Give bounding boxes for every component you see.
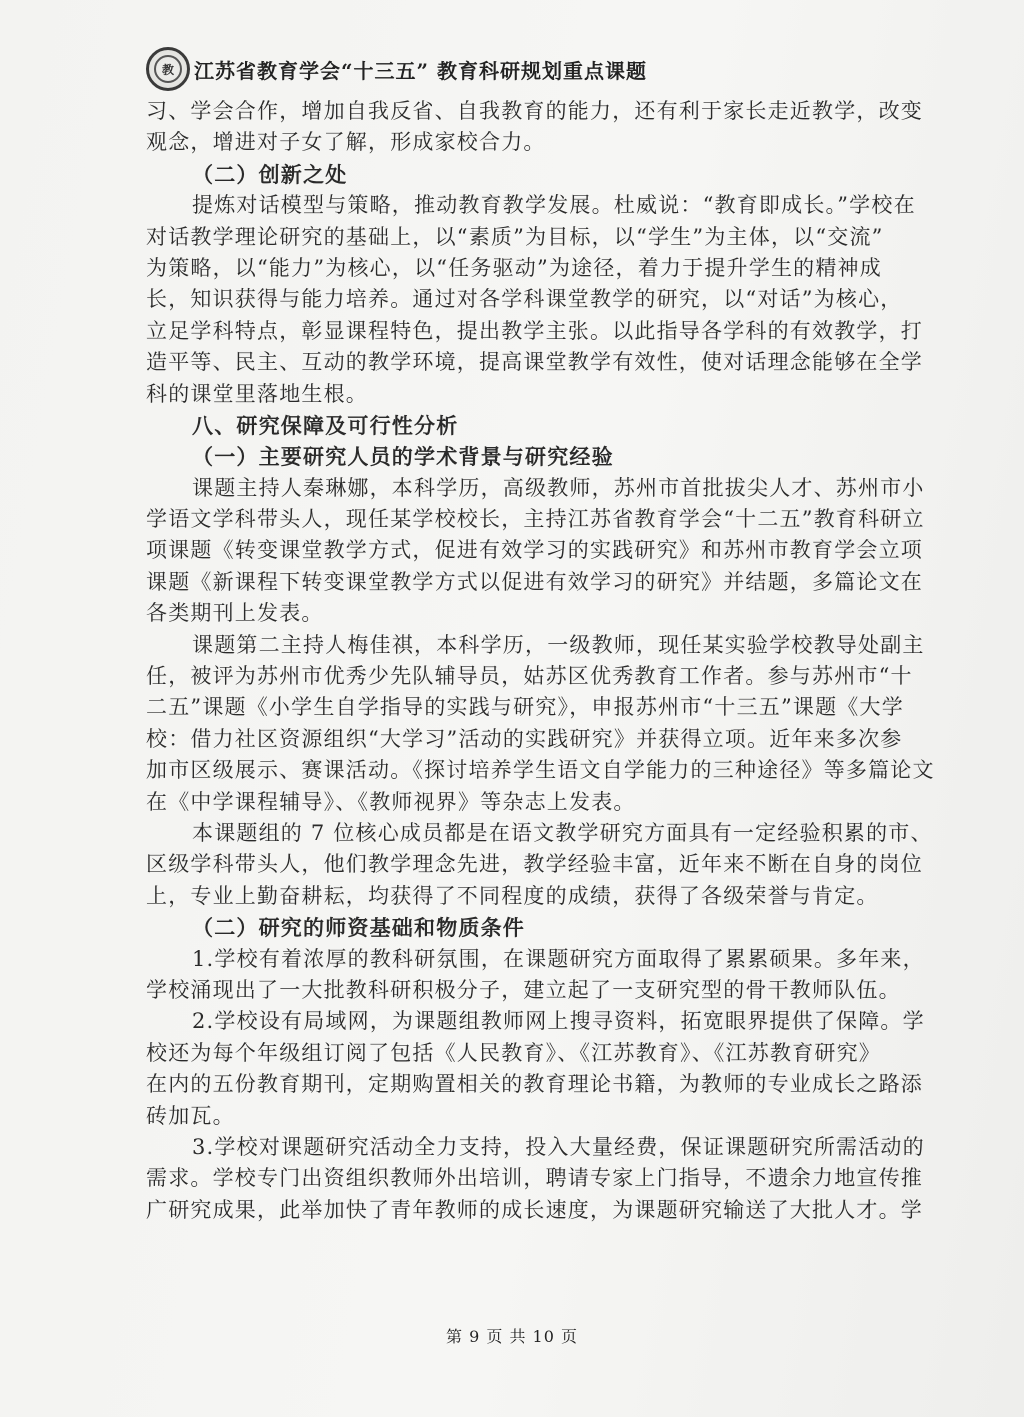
paragraph-line: 课题主持人秦琳娜，本科学历，高级教师，苏州市首批拔尖人才、苏州市小 [192, 475, 925, 500]
paragraph-line: 学语文学科带头人，现任某学校校长，主持江苏省教育学会“十二五”教育科研立 [146, 507, 925, 532]
paragraph-line: 造平等、民主、互动的教学环境，提高课堂教学有效性，使对话理念能够在全学 [146, 350, 923, 375]
society-seal-icon [146, 47, 190, 91]
page-number: 第 9 页 共 10 页 [446, 1327, 578, 1346]
paragraph-line: 需求。学校专门出资组织教师外出培训，聘请专家上门指导，不遗余力地宣传推 [146, 1166, 923, 1191]
paragraph-line: 区级学科带头人，他们教学理念先进，教学经验丰富，近年来不断在自身的岗位 [146, 852, 923, 877]
header-title: 江苏省教育学会“十三五” 教育科研规划重点课题 [194, 58, 647, 83]
paragraph-line: 习、学会合作，增加自我反省、自我教育的能力，还有利于家长走近教学，改变 [146, 99, 923, 123]
paragraph-line: 二五”课题《小学生自学指导的实践与研究》，申报苏州市“十三五”课题《大学 [146, 695, 904, 720]
paragraph-line: 观念，增进对子女了解，形成家校合力。 [146, 130, 546, 155]
paragraph-line: 任，被评为苏州市优秀少先队辅导员，姑苏区优秀教育工作者。参与苏州市“十 [146, 664, 913, 689]
paragraph-line: 本课题组的 7 位核心成员都是在语文教学研究方面具有一定经验积累的市、 [192, 820, 933, 845]
paragraph-line: 为策略，以“能力”为核心，以“任务驱动”为途径，着力于提升学生的精神成 [146, 255, 882, 280]
section-heading: （二）创新之处 [192, 161, 348, 187]
section-heading: （一）主要研究人员的学术背景与研究经验 [192, 444, 614, 470]
paragraph-line: 提炼对话模型与策略，推动教育教学发展。杜威说：“教育即成长。”学校在 [192, 193, 916, 218]
paragraph-line: 各类期刊上发表。 [146, 601, 324, 626]
page-header [146, 44, 647, 94]
document-body [146, 96, 935, 1226]
paragraph-line: 校还为每个年级组订阅了包括《人民教育》、《江苏教育》、《江苏教育研究》 [146, 1040, 881, 1065]
paragraph-line: 加市区级展示、赛课活动。《探讨培养学生语文自学能力的三种途径》等多篇论文 [146, 758, 935, 783]
paragraph-line: 砖加瓦。 [146, 1103, 235, 1128]
seal-inner-ring: 教 [154, 55, 182, 83]
paragraph-line: 在《中学课程辅导》、《教师视界》等杂志上发表。 [146, 789, 636, 814]
paragraph-line: 课题《新课程下转变课堂教学方式以促进有效学习的研究》并结题，多篇论文在 [146, 569, 923, 594]
paragraph-line: 课题第二主持人梅佳祺，本科学历，一级教师，现任某实验学校教导处副主 [192, 632, 925, 657]
paragraph-line: 上，专业上勤奋耕耘，均获得了不同程度的成绩，获得了各级荣誉与肯定。 [146, 883, 879, 908]
paragraph-line: 校：借力社区资源组织“大学习”活动的实践研究》并获得立项。近年来多次参 [146, 726, 903, 751]
paragraph-line: 广研究成果，此举加快了青年教师的成长速度，为课题研究输送了大批人才。学 [146, 1197, 923, 1222]
paragraph-line: 项课题《转变课堂教学方式，促进有效学习的实践研究》和苏州市教育学会立项 [146, 538, 923, 563]
paragraph-line: 科的课堂里落地生根。 [146, 381, 368, 406]
paragraph-line: 学校涌现出了一大批教科研积极分子，建立起了一支研究型的骨干教师队伍。 [146, 977, 901, 1002]
section-heading: （二）研究的师资基础和物质条件 [192, 915, 525, 941]
paragraph-line: 在内的五份教育期刊，定期购置相关的教育理论书籍，为教师的专业成长之路添 [146, 1072, 923, 1097]
paragraph-line: 立足学科特点，彰显课程特色，提出教学主张。以此指导各学科的有效教学，打 [146, 318, 923, 343]
paragraph-line: 1.学校有着浓厚的教科研氛围，在课题研究方面取得了累累硕果。多年来， [192, 946, 925, 971]
paragraph-line: 2.学校设有局域网，为课题组教师网上搜寻资料，拓宽眼界提供了保障。学 [192, 1009, 925, 1034]
paragraph-line: 3.学校对课题研究活动全力支持，投入大量经费，保证课题研究所需活动的 [192, 1134, 925, 1159]
paragraph-line: 对话教学理论研究的基础上，以“素质”为目标，以“学生”为主体，以“交流” [146, 224, 884, 249]
section-heading: 八、研究保障及可行性分析 [192, 412, 459, 438]
paragraph-line: 长，知识获得与能力培养。通过对各学科课堂教学的研究，以“对话”为核心， [146, 287, 903, 312]
